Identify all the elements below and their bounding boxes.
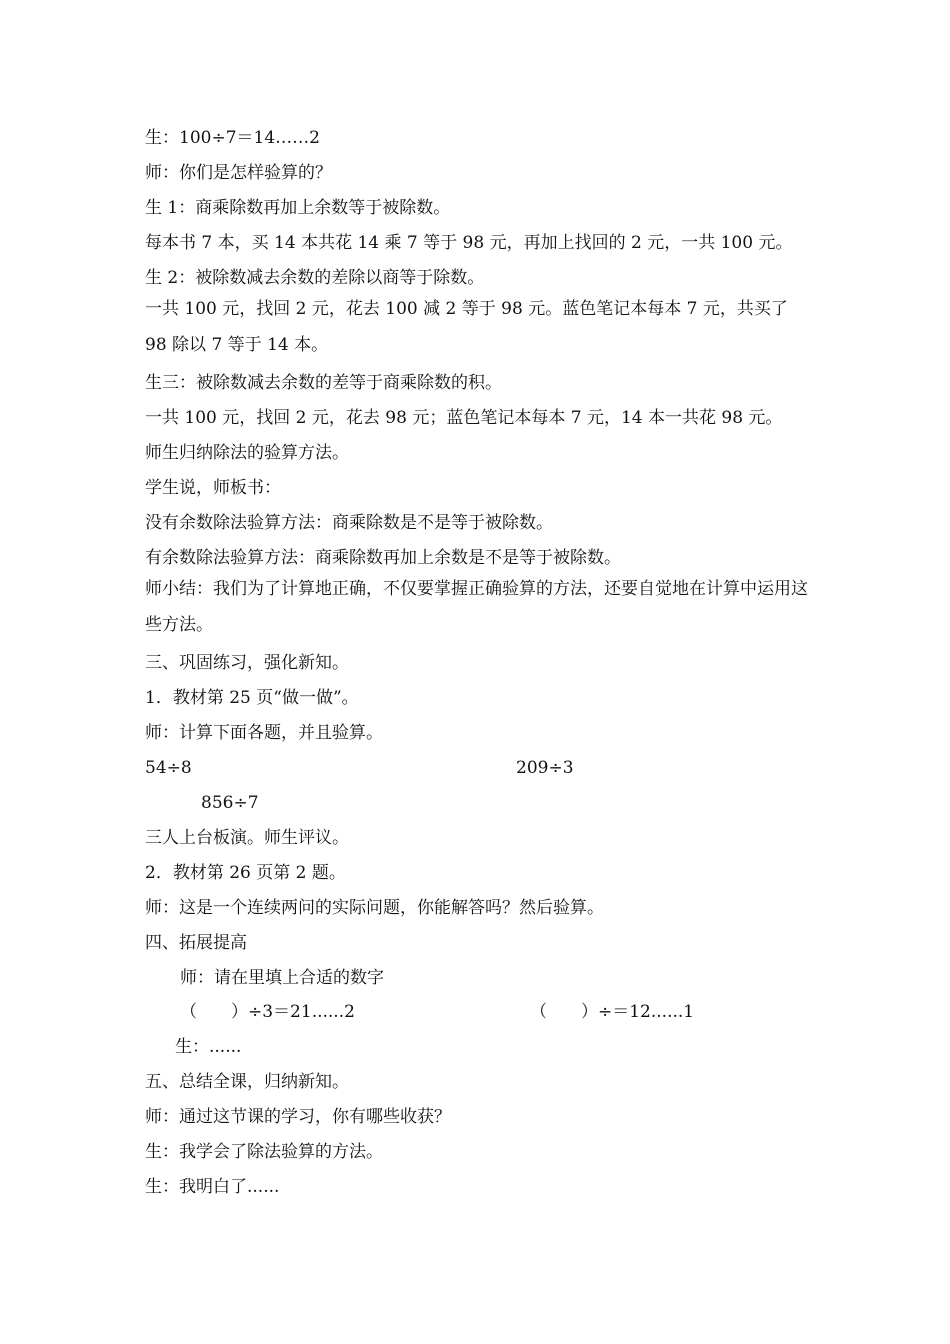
text-line: 师：请在里填上合适的数字 (180, 968, 384, 988)
text-line: 学生说，师板书： (145, 478, 281, 498)
section-heading: 五、总结全课，归纳新知。 (145, 1072, 349, 1092)
text-paragraph: 师小结：我们为了计算地正确，不仅要掌握正确验算的方法，还要自觉地在计算中运用这些方法。 (145, 579, 808, 635)
text-line: 生三：被除数减去余数的差等于商乘除数的积。 (145, 373, 502, 393)
text-line: 2．教材第 26 页第 2 题。 (145, 863, 346, 883)
text-line: 师：通过这节课的学习，你有哪些收获？ (145, 1107, 451, 1127)
text-line: 师生归纳除法的验算方法。 (145, 443, 349, 463)
text-line: 师：计算下面各题，并且验算。 (145, 723, 383, 743)
text-line: 有余数除法验算方法：商乘除数再加上余数是不是等于被除数。 (145, 548, 621, 568)
text-line: 师：这是一个连续两问的实际问题，你能解答吗？然后验算。 (145, 898, 604, 918)
section-heading: 四、拓展提高 (145, 933, 247, 953)
text-line: 每本书 7 本，买 14 本共花 14 乘 7 等于 98 元，再加上找回的 2 元，一共 100 元。 (145, 233, 793, 253)
blank-exercise: （ ）÷3＝21......2 (180, 1002, 355, 1022)
section-heading: 三、巩固练习，强化新知。 (145, 653, 349, 673)
exercise-item: 856÷7 (201, 793, 259, 813)
text-line: 生：...... (175, 1037, 242, 1057)
text-line: 生 2：被除数减去余数的差除以商等于除数。 (145, 268, 485, 288)
text-line: 1．教材第 25 页“做一做”。 (145, 688, 359, 708)
text-line: 生 1：商乘除数再加上余数等于被除数。 (145, 198, 451, 218)
text-paragraph: 一共 100 元，找回 2 元，花去 100 减 2 等于 98 元。蓝色笔记本每本 7 元，共买了 98 除以 7 等于 14 本。 (145, 299, 788, 355)
text-line: 生：我明白了...... (145, 1177, 280, 1197)
text-line: 没有余数除法验算方法：商乘除数是不是等于被除数。 (145, 513, 553, 533)
text-line: 生：100÷7＝14……2 (145, 128, 320, 148)
exercise-item: 54÷8 (145, 758, 192, 778)
blank-exercise: （ ）÷＝12......1 (530, 1002, 695, 1022)
exercise-item: 209÷3 (516, 758, 574, 778)
text-line: 三人上台板演。师生评议。 (145, 828, 349, 848)
text-line: 生：我学会了除法验算的方法。 (145, 1142, 383, 1162)
text-line: 师：你们是怎样验算的？ (145, 163, 332, 183)
text-line: 一共 100 元，找回 2 元，花去 98 元；蓝色笔记本每本 7 元，14 本一共花 98 元。 (145, 408, 783, 428)
